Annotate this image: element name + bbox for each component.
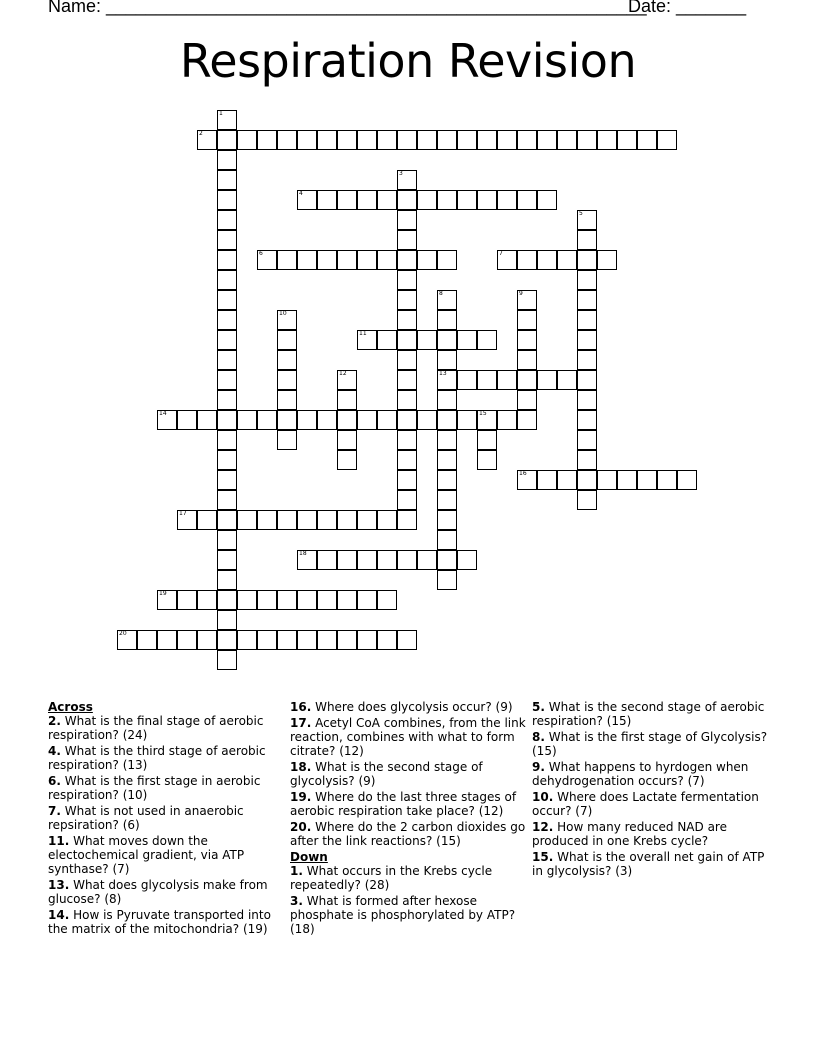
page-title: Respiration Revision [179,34,637,88]
crossword-cell[interactable] [537,370,557,390]
crossword-cell[interactable] [577,310,597,330]
crossword-cell[interactable] [557,130,577,150]
crossword-cell[interactable] [317,590,337,610]
crossword-cell[interactable] [317,250,337,270]
crossword-cell[interactable] [217,590,237,610]
crossword-cell[interactable] [197,630,217,650]
crossword-cell[interactable] [217,150,237,170]
clue-down-15: 15. What is the overall net gain of ATP in glycolysis? (3) [532,850,765,878]
crossword-cell[interactable] [217,310,237,330]
crossword-cell[interactable] [657,130,677,150]
crossword-cell[interactable] [577,450,597,470]
crossword-cell[interactable] [257,510,277,530]
clue-number: 4 [299,190,303,197]
crossword-cell[interactable] [517,410,537,430]
clue-number: 8 [439,290,443,297]
clue-number: 19 [159,590,167,597]
crossword-cell[interactable] [437,510,457,530]
clue-down-12: 12. How many reduced NAD are produced in one Krebs cycle? [532,820,727,848]
crossword-cell[interactable] [437,490,457,510]
clue-across-13: 13. What does glycolysis make from glucose? (8) [48,878,268,906]
crossword-cell[interactable] [217,450,237,470]
crossword-cell[interactable] [217,350,237,370]
crossword-cell[interactable] [297,130,317,150]
crossword-cell[interactable] [397,550,417,570]
crossword-cell[interactable] [237,130,257,150]
crossword-cell[interactable] [217,510,237,530]
crossword-cell[interactable] [557,250,577,270]
down-heading: Down [290,850,328,864]
crossword-cell[interactable] [497,190,517,210]
crossword-cell[interactable] [517,350,537,370]
crossword-cell[interactable] [577,410,597,430]
crossword-cell[interactable] [437,450,457,470]
crossword-cell[interactable] [437,330,457,350]
crossword-cell[interactable] [597,130,617,150]
crossword-cell[interactable] [397,390,417,410]
crossword-cell[interactable] [397,410,417,430]
crossword-cell[interactable] [277,590,297,610]
crossword-cell[interactable] [337,630,357,650]
crossword-cell[interactable] [377,330,397,350]
crossword-cell[interactable] [457,410,477,430]
crossword-cell[interactable] [517,370,537,390]
crossword-cell[interactable] [497,250,517,270]
crossword-cell[interactable] [377,510,397,530]
crossword-cell[interactable] [177,510,197,530]
crossword-cell[interactable] [477,370,497,390]
crossword-cell[interactable] [577,350,597,370]
crossword-cell[interactable] [517,190,537,210]
crossword-cell[interactable] [377,130,397,150]
crossword-cell[interactable] [437,370,457,390]
crossword-cell[interactable] [217,490,237,510]
crossword-cell[interactable] [297,590,317,610]
crossword-cell[interactable] [657,470,677,490]
crossword-cell[interactable] [577,290,597,310]
crossword-cell[interactable] [457,190,477,210]
crossword-cell[interactable] [437,250,457,270]
crossword-cell[interactable] [337,450,357,470]
crossword-cell[interactable] [217,370,237,390]
crossword-cell[interactable] [577,270,597,290]
crossword-cell[interactable] [137,630,157,650]
crossword-cell[interactable] [357,410,377,430]
crossword-cell[interactable] [377,630,397,650]
crossword-cell[interactable] [437,350,457,370]
crossword-cell[interactable] [197,590,217,610]
crossword-cell[interactable] [537,190,557,210]
crossword-cell[interactable] [277,630,297,650]
crossword-cell[interactable] [437,130,457,150]
crossword-cell[interactable] [397,130,417,150]
crossword-cell[interactable] [677,470,697,490]
crossword-cell[interactable] [237,630,257,650]
clue-across-6: 6. What is the first stage in aerobic respiration? (10) [48,774,261,802]
crossword-cell[interactable] [217,130,237,150]
crossword-cell[interactable] [217,170,237,190]
crossword-cell[interactable] [297,550,317,570]
crossword-cell[interactable] [257,410,277,430]
crossword-cell[interactable] [417,410,437,430]
crossword-cell[interactable] [277,250,297,270]
crossword-cell[interactable] [477,330,497,350]
crossword-cell[interactable] [157,630,177,650]
crossword-cell[interactable] [217,390,237,410]
crossword-cell[interactable] [337,590,357,610]
crossword-cell[interactable] [217,250,237,270]
crossword-cell[interactable] [217,570,237,590]
crossword-cell[interactable] [517,390,537,410]
crossword-cell[interactable] [577,130,597,150]
clues-column-1 [48,700,284,938]
clue-number: 15 [479,410,487,417]
clues-column-3 [532,700,768,880]
crossword-cell[interactable] [257,590,277,610]
crossword-cell[interactable] [377,250,397,270]
crossword-cell[interactable] [397,450,417,470]
crossword-cell[interactable] [117,630,137,650]
crossword-cell[interactable] [617,470,637,490]
crossword-cell[interactable] [357,510,377,530]
clue-number: 2 [199,130,203,137]
crossword-cell[interactable] [617,130,637,150]
clue-down-10: 10. Where does Lactate fermentation occur? (7) [532,790,759,818]
clue-number: 18 [299,550,307,557]
crossword-cell[interactable] [157,410,177,430]
clue-number: 10 [279,310,287,317]
crossword-cell[interactable] [437,310,457,330]
crossword-cell[interactable] [537,250,557,270]
crossword-cell[interactable] [257,250,277,270]
crossword-cell[interactable] [477,430,497,450]
clue-down-8: 8. What is the first stage of Glycolysis? (15) [532,730,768,758]
crossword-cell[interactable] [377,410,397,430]
crossword-cell[interactable] [277,370,297,390]
clue-down-9: 9. What happens to hyrdogen when dehydrogenation occurs? (7) [532,760,749,788]
clue-down-1: 1. What occurs in the Krebs cycle repeatedly? (28) [290,864,493,892]
crossword-cell[interactable] [517,130,537,150]
clue-number: 14 [159,410,167,417]
clue-down-5: 5. What is the second stage of aerobic respiration? (15) [532,700,765,728]
clue-number: 12 [339,370,347,377]
crossword-cell[interactable] [337,510,357,530]
clue-across-16: 16. Where does glycolysis occur? (9) [290,700,513,714]
crossword-cell[interactable] [417,190,437,210]
crossword-cell[interactable] [437,410,457,430]
crossword-cell[interactable] [317,410,337,430]
crossword-cell[interactable] [357,190,377,210]
clues-column-2 [290,700,526,938]
crossword-cell[interactable] [397,510,417,530]
crossword-cell[interactable] [237,510,257,530]
clue-down-3: 3. What is formed after hexose phosphate is phosphorylated by ATP? (18) [290,894,516,936]
crossword-cell[interactable] [437,290,457,310]
crossword-cell[interactable] [217,210,237,230]
crossword-cell[interactable] [197,510,217,530]
clue-number: 5 [579,210,583,217]
crossword-cell[interactable] [257,130,277,150]
clue-across-7: 7. What is not used in anaerobic repsiration? (6) [48,804,244,832]
crossword-cell[interactable] [457,550,477,570]
crossword-cell[interactable] [317,190,337,210]
crossword-cell[interactable] [177,590,197,610]
crossword-cell[interactable] [517,250,537,270]
crossword-cell[interactable] [237,590,257,610]
crossword-cell[interactable] [397,210,417,230]
crossword-cell[interactable] [337,550,357,570]
crossword-cell[interactable] [497,130,517,150]
crossword-cell[interactable] [397,330,417,350]
crossword-cell[interactable] [317,510,337,530]
crossword-cell[interactable] [357,550,377,570]
crossword-cell[interactable] [277,510,297,530]
crossword-cell[interactable] [477,130,497,150]
crossword-cell[interactable] [397,230,417,250]
crossword-cell[interactable] [437,550,457,570]
crossword-cell[interactable] [397,430,417,450]
crossword-cell[interactable] [317,550,337,570]
clue-across-11: 11. What moves down the electochemical gradient, via ATP synthase? (7) [48,834,245,876]
crossword-cell[interactable] [177,630,197,650]
crossword-cell[interactable] [397,350,417,370]
crossword-cell[interactable] [557,470,577,490]
crossword-cell[interactable] [197,410,217,430]
crossword-cell[interactable] [317,130,337,150]
across-heading: Across [48,700,93,714]
crossword-cell[interactable] [577,330,597,350]
clue-number: 6 [259,250,263,257]
crossword-cell[interactable] [357,130,377,150]
crossword-cell[interactable] [437,530,457,550]
crossword-cell[interactable] [557,370,577,390]
crossword-cell[interactable] [297,630,317,650]
clue-number: 13 [439,370,447,377]
crossword-cell[interactable] [377,190,397,210]
crossword-cell[interactable] [397,290,417,310]
crossword-cell[interactable] [217,610,237,630]
clue-number: 16 [519,470,527,477]
crossword-cell[interactable] [217,110,237,130]
crossword-cell[interactable] [397,170,417,190]
crossword-cell[interactable] [537,130,557,150]
clue-across-14: 14. How is Pyruvate transported into the matrix of the mitochondria? (19) [48,908,271,936]
crossword-cell[interactable] [297,510,317,530]
crossword-cell[interactable] [217,410,237,430]
crossword-cell[interactable] [577,490,597,510]
crossword-cell[interactable] [217,550,237,570]
crossword-cell[interactable] [217,290,237,310]
crossword-cell[interactable] [277,350,297,370]
crossword-cell[interactable] [337,430,357,450]
crossword-cell[interactable] [397,630,417,650]
crossword-cell[interactable] [397,190,417,210]
crossword-cell[interactable] [577,250,597,270]
crossword-cell[interactable] [217,630,237,650]
crossword-cell[interactable] [417,330,437,350]
clue-across-19: 19. Where do the last three stages of aerobic respiration take place? (12) [290,790,517,818]
crossword-cell[interactable] [337,410,357,430]
crossword-cell[interactable] [477,410,497,430]
crossword-cell[interactable] [377,590,397,610]
crossword-cell[interactable] [497,410,517,430]
clue-number: 17 [179,510,187,517]
crossword-cell[interactable] [417,550,437,570]
crossword-cell[interactable] [217,470,237,490]
crossword-cell[interactable] [417,130,437,150]
crossword-cell[interactable] [417,250,437,270]
crossword-cell[interactable] [397,250,417,270]
crossword-cell[interactable] [517,310,537,330]
crossword-cell[interactable] [357,330,377,350]
crossword-cell[interactable] [197,130,217,150]
crossword-cell[interactable] [437,570,457,590]
crossword-cell[interactable] [497,370,517,390]
crossword-cell[interactable] [297,410,317,430]
crossword-cell[interactable] [577,470,597,490]
crossword-cell[interactable] [437,390,457,410]
crossword-cell[interactable] [577,210,597,230]
clue-number: 20 [119,630,127,637]
crossword-cell[interactable] [397,370,417,390]
crossword-cell[interactable] [577,230,597,250]
crossword-cell[interactable] [377,550,397,570]
crossword-cell[interactable] [277,430,297,450]
crossword-cell[interactable] [397,490,417,510]
crossword-cell[interactable] [337,250,357,270]
crossword-cell[interactable] [437,470,457,490]
crossword-cell[interactable] [337,390,357,410]
crossword-cell[interactable] [357,590,377,610]
crossword-cell[interactable] [297,250,317,270]
crossword-cell[interactable] [177,410,197,430]
crossword-cell[interactable] [337,370,357,390]
crossword-cell[interactable] [277,130,297,150]
crossword-cell[interactable] [277,410,297,430]
clue-across-18: 18. What is the second stage of glycolysis? (9) [290,760,483,788]
crossword-cell[interactable] [477,190,497,210]
crossword-cell[interactable] [597,250,617,270]
crossword-cell[interactable] [357,630,377,650]
crossword-cell[interactable] [577,390,597,410]
crossword-cell[interactable] [277,330,297,350]
crossword-cell[interactable] [217,270,237,290]
clue-across-4: 4. What is the third stage of aerobic respiration? (13) [48,744,266,772]
crossword-cell[interactable] [457,330,477,350]
crossword-cell[interactable] [157,590,177,610]
crossword-cell[interactable] [477,450,497,470]
crossword-cell[interactable] [397,470,417,490]
clue-across-2: 2. What is the final stage of aerobic respiration? (24) [48,714,264,742]
crossword-cell[interactable] [297,190,317,210]
crossword-cell[interactable] [517,290,537,310]
clue-number: 1 [219,110,223,117]
crossword-cell[interactable] [237,410,257,430]
crossword-cell[interactable] [517,330,537,350]
crossword-cell[interactable] [217,530,237,550]
crossword-cell[interactable] [277,310,297,330]
name-field-label: Name: ______________________________________________________ [48,0,647,16]
clue-across-17: 17. Acetyl CoA combines, from the link reaction, combines with what to form citrate? (12) [290,716,526,758]
crossword-cell[interactable] [257,630,277,650]
crossword-cell[interactable] [637,470,657,490]
crossword-cell[interactable] [217,650,237,670]
date-field-label: Date: _______ [628,0,747,16]
crossword-cell[interactable] [597,470,617,490]
crossword-cell[interactable] [317,630,337,650]
crossword-cell[interactable] [397,310,417,330]
crossword-cell[interactable] [457,130,477,150]
crossword-cell[interactable] [577,430,597,450]
crossword-cell[interactable] [337,130,357,150]
crossword-cell[interactable] [457,370,477,390]
crossword-cell[interactable] [277,390,297,410]
crossword-cell[interactable] [537,470,557,490]
crossword-cell[interactable] [577,370,597,390]
crossword-cell[interactable] [217,230,237,250]
clue-number: 7 [499,250,503,257]
crossword-cell[interactable] [337,190,357,210]
crossword-cell[interactable] [357,250,377,270]
crossword-cell[interactable] [217,430,237,450]
crossword-cell[interactable] [217,190,237,210]
crossword-cell[interactable] [437,430,457,450]
crossword-cell[interactable] [437,190,457,210]
clue-number: 3 [399,170,403,177]
crossword-cell[interactable] [397,270,417,290]
clue-number: 11 [359,330,367,337]
clue-number: 9 [519,290,523,297]
crossword-cell[interactable] [517,470,537,490]
crossword-cell[interactable] [217,330,237,350]
crossword-cell[interactable] [637,130,657,150]
clue-across-20: 20. Where do the 2 carbon dioxides go after the link reactions? (15) [290,820,526,848]
